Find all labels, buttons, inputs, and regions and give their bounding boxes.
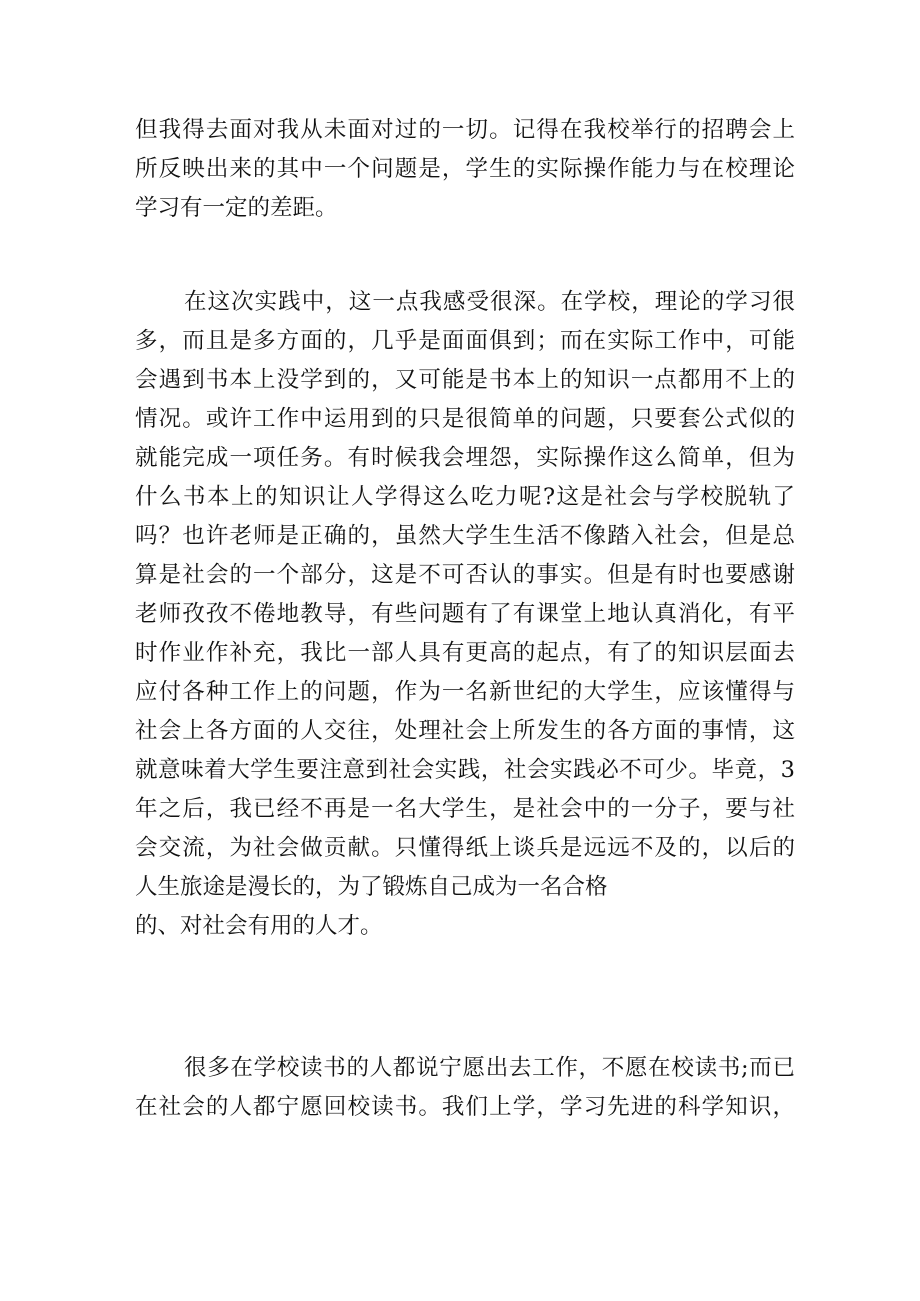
paragraph-2	[135, 283, 795, 946]
text-line: 应付各种工作上的问题，作为一名新世纪的大学生，应该懂得与	[135, 679, 795, 705]
text-line: 所反映出来的其中一个问题是，学生的实际操作能力与在校理论	[135, 156, 795, 182]
text-line: 很多在学校读书的人都说宁愿出去工作，不愿在校读书;而已	[184, 1055, 795, 1081]
text-line: 社会上各方面的人交往，处理社会上所发生的各方面的事情，这	[135, 718, 795, 744]
text-line: 情况。或许工作中运用到的只是很简单的问题，只要套公式似的	[135, 406, 795, 432]
text-line: 多，而且是多方面的，几乎是面面俱到；而在实际工作中，可能	[135, 328, 795, 354]
text-line: 会遇到书本上没学到的，又可能是书本上的知识一点都用不上的	[135, 367, 795, 393]
text-line: 算是社会的一个部分，这是不可否认的事实。但是有时也要感谢	[135, 562, 795, 588]
text-line: 就意味着大学生要注意到社会实践，社会实践必不可少。毕竟，3	[135, 757, 795, 783]
paragraph-1	[135, 111, 795, 228]
text-line: 时作业作补充，我比一部人具有更高的起点，有了的知识层面去	[135, 640, 795, 666]
text-line: 人生旅途是漫长的，为了锻炼自己成为一名合格	[135, 874, 608, 900]
text-line: 的、对社会有用的人才。	[135, 913, 383, 939]
text-line: 就能完成一项任务。有时候我会埋怨，实际操作这么简单，但为	[135, 445, 795, 471]
text-line: 老师孜孜不倦地教导，有些问题有了有课堂上地认真消化，有平	[135, 601, 795, 627]
text-line: 会交流，为社会做贡献。只懂得纸上谈兵是远远不及的，以后的	[135, 835, 795, 861]
text-line: 但我得去面对我从未面对过的一切。记得在我校举行的招聘会上	[135, 117, 795, 143]
text-line: 什么书本上的知识让人学得这么吃力呢?这是社会与学校脱轨了	[135, 484, 795, 510]
text-line: 学习有一定的差距。	[135, 195, 338, 221]
paragraph-3	[135, 1049, 795, 1127]
text-line: 吗？也许老师是正确的，虽然大学生生活不像踏入社会，但是总	[135, 523, 795, 549]
text-line: 在这次实践中，这一点我感受很深。在学校，理论的学习很	[184, 289, 795, 315]
text-line: 在社会的人都宁愿回校读书。我们上学，学习先进的科学知识，	[135, 1094, 795, 1120]
text-line: 年之后，我已经不再是一名大学生，是社会中的一分子，要与社	[135, 796, 795, 822]
